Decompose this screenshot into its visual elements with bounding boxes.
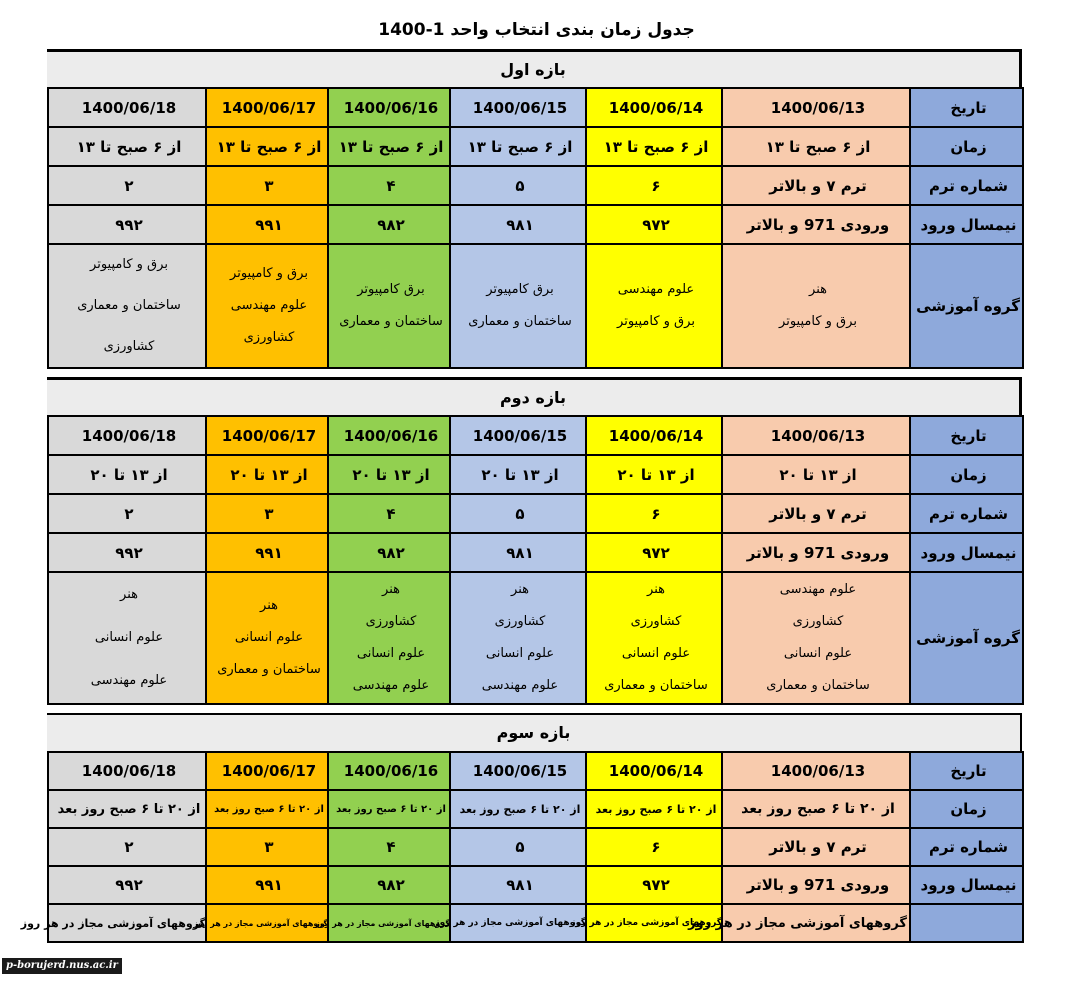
group-cell: [207, 245, 329, 369]
time-cell: از ۶ صبح تا ۱۳: [723, 128, 911, 167]
time-cell: از ۲۰ تا ۶ صبح روز بعد: [329, 791, 451, 829]
period-heading: بازه دوم: [47, 377, 1022, 415]
entry-row: [49, 867, 1024, 905]
entry-cell: ۹۸۱: [451, 534, 587, 573]
term-cell: ۵: [451, 495, 587, 534]
term-cell: ۵: [451, 167, 587, 206]
group-item: هنر: [120, 586, 138, 602]
date-cell: 1400/06/15: [451, 417, 587, 456]
group-note-cell: گروههای آموزشی مجاز در هر روز: [723, 905, 911, 943]
term-cell: ۶: [587, 495, 723, 534]
time-cell: از ۱۳ تا ۲۰: [587, 456, 723, 495]
term-row: [49, 495, 1024, 534]
entry-cell: ورودی 971 و بالاتر: [723, 206, 911, 245]
row-label-time: زمان: [911, 456, 1024, 495]
term-cell: ۳: [207, 829, 329, 867]
group-item: برق کامپیوتر: [357, 282, 425, 297]
date-row: [49, 89, 1024, 128]
row-label-entry: نیمسال ورود: [911, 206, 1024, 245]
group-cell: [587, 573, 723, 705]
group-note-cell: گروههای آموزشی مجاز در هر روز: [49, 905, 207, 943]
time-cell: از ۲۰ تا ۶ صبح روز بعد: [587, 791, 723, 829]
date-cell: 1400/06/15: [451, 753, 587, 791]
term-row: [49, 167, 1024, 206]
row-label-entry: نیمسال ورود: [911, 867, 1024, 905]
term-cell: ۳: [207, 495, 329, 534]
row-label-empty: [911, 905, 1024, 943]
entry-row: [49, 534, 1024, 573]
entry-cell: ۹۹۲: [49, 534, 207, 573]
group-item: هنر: [260, 598, 278, 613]
date-cell: 1400/06/13: [723, 417, 911, 456]
entry-cell: ۹۹۱: [207, 867, 329, 905]
date-cell: 1400/06/14: [587, 753, 723, 791]
schedule-table: [47, 87, 1024, 369]
group-item: ساختمان و معماری: [766, 678, 870, 693]
time-cell: از ۲۰ تا ۶ صبح روز بعد: [451, 791, 587, 829]
group-item: ساختمان و معماری: [468, 314, 572, 329]
group-item: علوم مهندسی: [779, 582, 857, 597]
group-cell: [451, 573, 587, 705]
group-item: کشاورزی: [103, 338, 155, 354]
date-cell: 1400/06/18: [49, 417, 207, 456]
group-note-cell: گروههای آموزشی مجاز در هر روز: [451, 905, 587, 943]
group-item: کشاورزی: [792, 614, 844, 629]
period-1: [47, 49, 1022, 369]
group-cell: [723, 245, 911, 369]
term-cell: ترم ۷ و بالاتر: [723, 495, 911, 534]
row-label-date: تاریخ: [911, 753, 1024, 791]
date-cell: 1400/06/15: [451, 89, 587, 128]
group-cell: [587, 245, 723, 369]
period-heading: بازه سوم: [47, 713, 1022, 751]
date-cell: 1400/06/13: [723, 89, 911, 128]
schedule-table: [20, 751, 1024, 943]
term-cell: ۲: [49, 495, 207, 534]
group-item: ساختمان و معماری: [339, 314, 443, 329]
group-item: هنر: [647, 582, 665, 597]
date-cell: 1400/06/18: [49, 89, 207, 128]
time-cell: از ۱۳ تا ۲۰: [723, 456, 911, 495]
group-item: برق و کامپیوتر: [230, 266, 308, 281]
term-cell: ۲: [49, 167, 207, 206]
entry-cell: ۹۹۲: [49, 867, 207, 905]
time-cell: از ۱۳ تا ۲۰: [329, 456, 451, 495]
time-cell: از ۱۳ تا ۲۰: [207, 456, 329, 495]
row-label-time: زمان: [911, 791, 1024, 829]
time-cell: از ۶ صبح تا ۱۳: [329, 128, 451, 167]
group-cell: [329, 245, 451, 369]
group-note-cell: گروههای آموزشی مجاز در هر روز: [207, 905, 329, 943]
group-note-cell: گروههای آموزشی مجاز در هر روز: [329, 905, 451, 943]
date-row: [49, 417, 1024, 456]
group-cell: [723, 573, 911, 705]
schedule-table: [47, 415, 1024, 705]
time-cell: از ۶ صبح تا ۱۳: [207, 128, 329, 167]
entry-cell: ورودی 971 و بالاتر: [723, 867, 911, 905]
group-item: علوم مهندسی: [352, 678, 430, 693]
date-cell: 1400/06/17: [207, 417, 329, 456]
group-cell: [49, 573, 207, 705]
group-item: علوم انسانی: [94, 629, 164, 645]
group-item: هنر: [511, 582, 529, 597]
group-item: کشاورزی: [365, 614, 417, 629]
group-note-cell: گروههای آموزشی مجاز در هر روز: [587, 905, 723, 943]
time-cell: از ۶ صبح تا ۱۳: [587, 128, 723, 167]
time-cell: از ۲۰ تا ۶ صبح روز بعد: [723, 791, 911, 829]
footer-url: p-borujerd.nus.ac.ir: [2, 958, 122, 974]
group-item: علوم مهندسی: [617, 282, 695, 297]
group-item: ساختمان و معماری: [604, 678, 708, 693]
group-item: هنر: [382, 582, 400, 597]
term-cell: ۴: [329, 495, 451, 534]
entry-cell: ورودی 971 و بالاتر: [723, 534, 911, 573]
row-label-group: گروه آموزشی: [911, 245, 1024, 369]
group-item: برق و کامپیوتر: [779, 314, 857, 329]
date-cell: 1400/06/14: [587, 417, 723, 456]
group-item: علوم انسانی: [485, 646, 555, 661]
group-item: هنر: [809, 282, 827, 297]
row-label-term: شماره ترم: [911, 495, 1024, 534]
group-item: کشاورزی: [630, 614, 682, 629]
time-cell: از ۱۳ تا ۲۰: [451, 456, 587, 495]
group-item: علوم مهندسی: [230, 298, 308, 313]
group-item: علوم مهندسی: [481, 678, 559, 693]
date-cell: 1400/06/13: [723, 753, 911, 791]
group-cell: [451, 245, 587, 369]
term-cell: ۴: [329, 829, 451, 867]
row-label-time: زمان: [911, 128, 1024, 167]
term-row: [49, 829, 1024, 867]
row-label-date: تاریخ: [911, 417, 1024, 456]
entry-cell: ۹۹۲: [49, 206, 207, 245]
date-cell: 1400/06/16: [329, 417, 451, 456]
period-2: [47, 377, 1022, 705]
time-row: [49, 456, 1024, 495]
term-cell: ترم ۷ و بالاتر: [723, 167, 911, 206]
group-item: برق و کامپیوتر: [90, 257, 168, 273]
time-cell: از ۱۳ تا ۲۰: [49, 456, 207, 495]
group-item: برق کامپیوتر: [486, 282, 554, 297]
date-cell: 1400/06/16: [329, 753, 451, 791]
date-cell: 1400/06/18: [49, 753, 207, 791]
date-row: [49, 753, 1024, 791]
entry-cell: ۹۷۲: [587, 534, 723, 573]
row-label-term: شماره ترم: [911, 829, 1024, 867]
entry-cell: ۹۸۱: [451, 206, 587, 245]
group-row: [49, 245, 1024, 369]
group-item: کشاورزی: [243, 330, 295, 345]
group-item: ساختمان و معماری: [217, 662, 321, 677]
row-label-date: تاریخ: [911, 89, 1024, 128]
group-item: علوم مهندسی: [90, 673, 168, 689]
group-cell: [207, 573, 329, 705]
row-label-entry: نیمسال ورود: [911, 534, 1024, 573]
page-title: جدول زمان بندی انتخاب واحد 1-1400: [378, 20, 695, 40]
group-item: علوم انسانی: [621, 646, 691, 661]
group-cell: [49, 245, 207, 369]
time-cell: از ۶ صبح تا ۱۳: [49, 128, 207, 167]
time-cell: از ۲۰ تا ۶ صبح روز بعد: [49, 791, 207, 829]
row-label-group: گروه آموزشی: [911, 573, 1024, 705]
term-cell: ۴: [329, 167, 451, 206]
time-cell: از ۲۰ تا ۶ صبح روز بعد: [207, 791, 329, 829]
entry-cell: ۹۸۲: [329, 534, 451, 573]
entry-cell: ۹۷۲: [587, 867, 723, 905]
group-row: [49, 573, 1024, 705]
group-cell: [329, 573, 451, 705]
group-item: علوم انسانی: [356, 646, 426, 661]
period-heading: بازه اول: [47, 49, 1022, 87]
time-row: [49, 128, 1024, 167]
term-cell: ۳: [207, 167, 329, 206]
entry-cell: ۹۷۲: [587, 206, 723, 245]
date-cell: 1400/06/17: [207, 753, 329, 791]
date-cell: 1400/06/17: [207, 89, 329, 128]
term-cell: ۵: [451, 829, 587, 867]
group-note-row: [49, 905, 1024, 943]
entry-cell: ۹۸۱: [451, 867, 587, 905]
entry-cell: ۹۸۲: [329, 206, 451, 245]
group-item: علوم انسانی: [234, 630, 304, 645]
term-cell: ۶: [587, 829, 723, 867]
time-row: [49, 791, 1024, 829]
group-item: ساختمان و معماری: [77, 297, 181, 313]
entry-row: [49, 206, 1024, 245]
term-cell: ترم ۷ و بالاتر: [723, 829, 911, 867]
date-cell: 1400/06/14: [587, 89, 723, 128]
group-item: علوم انسانی: [783, 646, 853, 661]
group-item: برق و کامپیوتر: [617, 314, 695, 329]
time-cell: از ۶ صبح تا ۱۳: [451, 128, 587, 167]
entry-cell: ۹۸۲: [329, 867, 451, 905]
entry-cell: ۹۹۱: [207, 534, 329, 573]
date-cell: 1400/06/16: [329, 89, 451, 128]
row-label-term: شماره ترم: [911, 167, 1024, 206]
period-3: [20, 713, 1022, 943]
term-cell: ۶: [587, 167, 723, 206]
term-cell: ۲: [49, 829, 207, 867]
entry-cell: ۹۹۱: [207, 206, 329, 245]
group-item: کشاورزی: [494, 614, 546, 629]
